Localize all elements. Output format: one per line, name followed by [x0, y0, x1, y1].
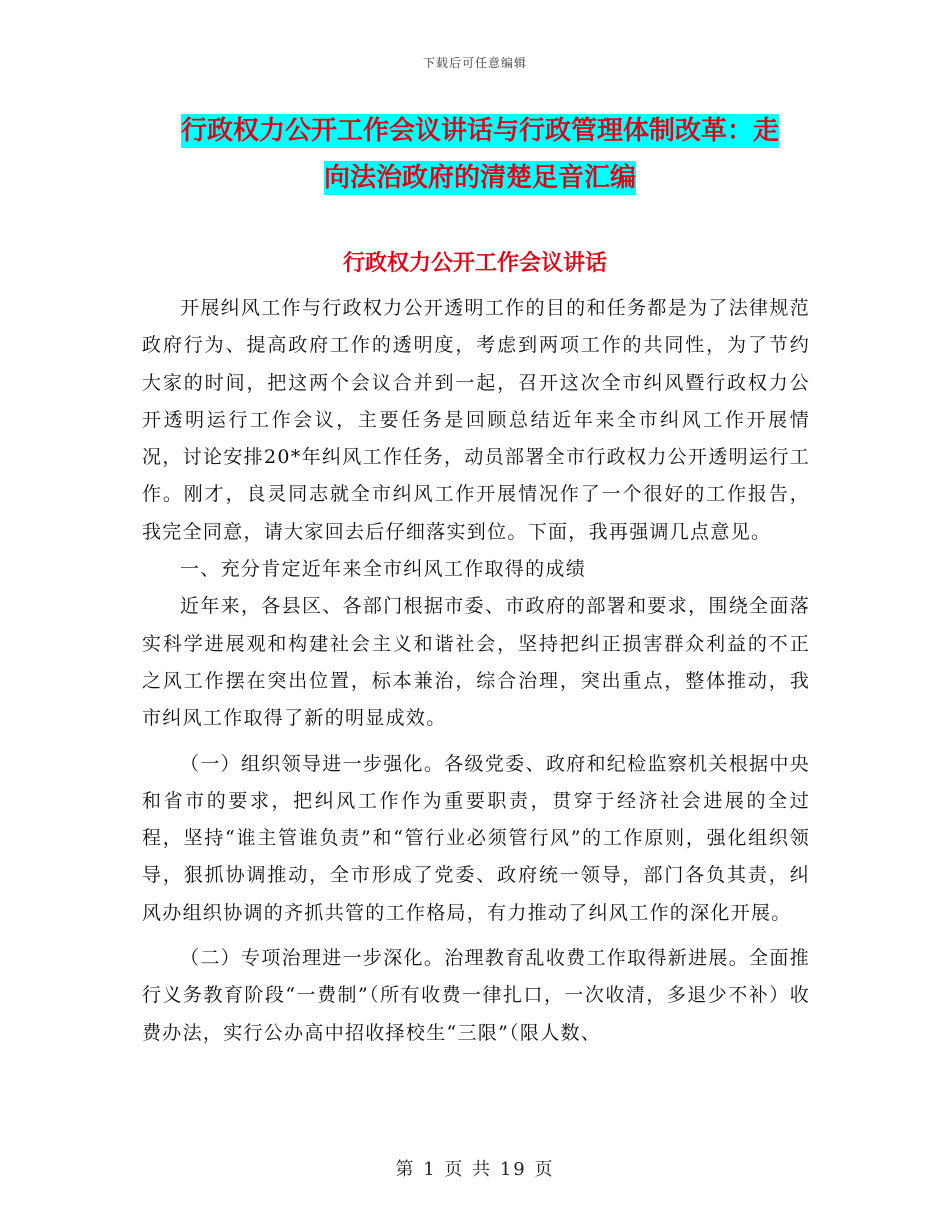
document-title-line-1: 行政权力公开工作会议讲话与行政管理体制改革：走 [180, 116, 779, 146]
document-title [140, 108, 820, 202]
heading-part-one: 一、充分肯定近年来全市纠风工作取得的成绩 [180, 558, 587, 581]
paragraph-intro: 开展纠风工作与行政权力公开透明工作的目的和任务都是为了法律规范政府行为、提高政府工作的透明度，考虑到两项工作的共同性，为了节约大家的时间，把这两个会议合并到一起，召开这次全市纠风暨行政权力公开透明运行工作会议，主要任务是回顾总结近年来全市纠风工作开展情况，讨论安排20*年纠风工作任务，动员部署全市行政权力公开透明运行工作。刚才，良灵同志就全市纠风工作开展情况作了一个很好的工作报告，我完全同意，请大家回去后仔细落实到位。下面，我再强调几点意见。 [142, 297, 810, 543]
page-header-note: 下载后可任意编辑 [422, 56, 527, 70]
paragraph-achievements: 近年来，各县区、各部门根据市委、市政府的部署和要求，围绕全面落实科学进展观和构建社会主义和谐社会，坚持把纠正损害群众利益的不正之风工作摆在突出位置，标本兼治，综合治理，突出重点，整体推动，我市纠风工作取得了新的明显成效。 [142, 595, 810, 730]
page-number: 第 1 页 共 19 页 [395, 1159, 555, 1180]
section-title: 行政权力公开工作会议讲话 [342, 251, 607, 276]
document-body [142, 290, 810, 1052]
paragraph-special-governance: （二）专项治理进一步深化。治理教育乱收费工作取得新进展。全面推行义务教育阶段“一费制”（所有收费一律扎口，一次收清，多退少不补）收费办法，实行公办高中招收择校生“三限”（限人数、 [142, 947, 810, 1044]
document-title-line-2: 向法治政府的清楚足音汇编 [323, 163, 636, 193]
paragraph-organization: （一）组织领导进一步强化。各级党委、政府和纪检监察机关根据中央和省市的要求，把纠风工作作为重要职责，贯穿于经济社会进展的全过程，坚持“谁主管谁负责”和“管行业必须管行风”的工作原则，强化组织领导，狠抓协调推动，全市形成了党委、政府统一领导，部门各负其责，纠风办组织协调的齐抓共管的工作格局，有力推动了纠风工作的深化开展。 [142, 752, 810, 924]
